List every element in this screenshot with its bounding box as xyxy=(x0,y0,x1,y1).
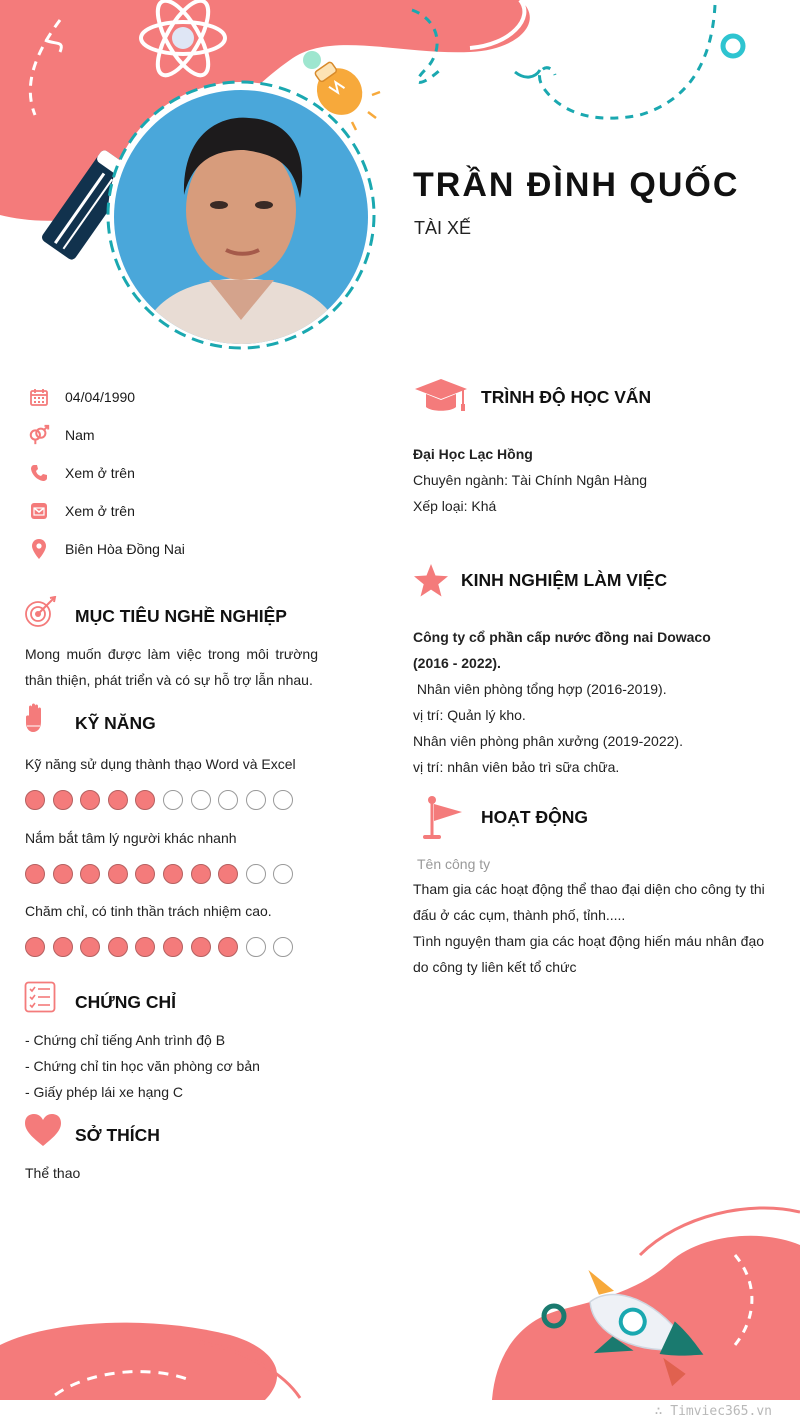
rating-dot-filled xyxy=(80,937,100,957)
education-school: Đại Học Lạc Hồng xyxy=(413,446,533,462)
education-details xyxy=(413,441,647,519)
phone-icon xyxy=(28,462,50,484)
skills-title: KỸ NĂNG xyxy=(75,713,156,733)
phone-value: Xem ở trên xyxy=(65,465,135,481)
target-icon xyxy=(24,596,58,630)
rating-dot-filled xyxy=(191,937,211,957)
skill-rating xyxy=(25,864,293,884)
flag-icon xyxy=(418,796,466,842)
birthday-value: 04/04/1990 xyxy=(65,389,136,405)
watermark-text: ∴ Timviec365.vn xyxy=(654,1404,772,1419)
rating-dot-filled xyxy=(53,937,73,957)
education-major: Chuyên ngành: Tài Chính Ngân Hàng xyxy=(413,472,648,488)
experience-line: vị trí: nhân viên bảo trì sữa chữa. xyxy=(413,759,620,775)
skill-rating xyxy=(25,937,293,957)
rating-dot-filled xyxy=(135,790,155,810)
rating-dot-empty xyxy=(246,937,266,957)
location-pin-icon xyxy=(28,538,50,560)
rating-dot-filled xyxy=(108,937,128,957)
certificates-title: CHỨNG CHỈ xyxy=(75,992,177,1012)
certificates-list xyxy=(25,1027,260,1105)
profile-photo xyxy=(114,90,368,344)
experience-line: Nhân viên phòng tổng hợp (2016-2019). xyxy=(413,681,667,697)
rating-dot-empty xyxy=(218,790,238,810)
rating-dot-empty xyxy=(273,937,293,957)
rating-dot-filled xyxy=(163,937,183,957)
checklist-icon xyxy=(24,981,56,1013)
hobbies-text: Thể thao xyxy=(25,1165,81,1181)
rating-dot-filled xyxy=(25,790,45,810)
activity-line: do công ty liên kết tổ chức xyxy=(413,959,577,975)
rating-dot-empty xyxy=(273,790,293,810)
skill-name: Kỹ năng sử dụng thành thạo Word và Excel xyxy=(25,756,296,772)
rating-dot-filled xyxy=(191,864,211,884)
education-title: TRÌNH ĐỘ HỌC VẤN xyxy=(481,387,652,407)
skill-name: Nắm bắt tâm lý người khác nhanh xyxy=(25,830,237,846)
rating-dot-empty xyxy=(246,790,266,810)
experience-period: (2016 - 2022). xyxy=(413,655,501,671)
activity-line: đấu ở các cụm, thành phố, tỉnh..... xyxy=(413,907,626,923)
rating-dot-empty xyxy=(191,790,211,810)
hand-icon xyxy=(24,702,48,734)
objective-line: Mong muốn được làm việc trong môi trường xyxy=(25,646,318,662)
rating-dot-empty xyxy=(246,864,266,884)
rating-dot-filled xyxy=(53,864,73,884)
activity-line: Tình nguyện tham gia các hoạt động hiến máu nhân đạo xyxy=(413,933,765,949)
education-grade: Xếp loại: Khá xyxy=(413,498,497,514)
birthday-row xyxy=(28,384,135,410)
rating-dot-filled xyxy=(80,790,100,810)
candidate-role: TÀI XẾ xyxy=(414,218,472,238)
experience-company: Công ty cổ phần cấp nước đồng nai Dowaco xyxy=(413,629,711,645)
activities-details xyxy=(413,876,765,980)
rating-dot-filled xyxy=(218,937,238,957)
objective-text xyxy=(25,641,318,693)
email-row xyxy=(28,498,135,524)
rating-dot-filled xyxy=(53,790,73,810)
rating-dot-filled xyxy=(163,864,183,884)
experience-title: KINH NGHIỆM LÀM VIỆC xyxy=(461,570,668,590)
email-icon xyxy=(28,500,50,522)
activities-company-placeholder: Tên công ty xyxy=(417,856,491,872)
address-row xyxy=(28,536,185,562)
gender-row xyxy=(28,422,95,448)
rating-dot-filled xyxy=(108,864,128,884)
star-icon xyxy=(413,563,449,599)
activity-line: Tham gia các hoạt động thể thao đại diện cho công ty thi xyxy=(413,881,765,897)
certificate-item: - Giấy phép lái xe hạng C xyxy=(25,1084,183,1100)
address-value: Biên Hòa Đồng Nai xyxy=(65,541,185,557)
heart-icon xyxy=(24,1113,62,1147)
rating-dot-filled xyxy=(135,864,155,884)
gender-value: Nam xyxy=(65,427,95,443)
rating-dot-filled xyxy=(108,790,128,810)
rating-dot-filled xyxy=(135,937,155,957)
experience-details xyxy=(413,624,711,780)
skill-name: Chăm chỉ, có tinh thần trách nhiệm cao. xyxy=(25,903,272,919)
phone-row xyxy=(28,460,135,486)
objective-line: thân thiện, phát triển và có sự hỗ trợ lẫn nhau. xyxy=(25,672,313,688)
objective-title: MỤC TIÊU NGHỀ NGHIỆP xyxy=(75,606,287,626)
rating-dot-filled xyxy=(218,864,238,884)
candidate-name: TRẦN ĐÌNH QUỐC xyxy=(413,166,740,204)
hobbies-title: SỞ THÍCH xyxy=(75,1125,160,1145)
rating-dot-filled xyxy=(25,864,45,884)
rating-dot-filled xyxy=(25,937,45,957)
experience-line: vị trí: Quản lý kho. xyxy=(413,707,526,723)
activities-title: HOẠT ĐỘNG xyxy=(481,807,588,827)
experience-line: Nhân viên phòng phân xưởng (2019-2022). xyxy=(413,733,683,749)
skill-rating xyxy=(25,790,293,810)
graduation-cap-icon xyxy=(413,377,469,417)
certificate-item: - Chứng chỉ tin học văn phòng cơ bản xyxy=(25,1058,260,1074)
rating-dot-empty xyxy=(163,790,183,810)
calendar-icon xyxy=(28,386,50,408)
rating-dot-filled xyxy=(80,864,100,884)
certificate-item: - Chứng chỉ tiếng Anh trình độ B xyxy=(25,1032,226,1048)
gender-icon xyxy=(28,424,50,446)
email-value: Xem ở trên xyxy=(65,503,135,519)
rating-dot-empty xyxy=(273,864,293,884)
